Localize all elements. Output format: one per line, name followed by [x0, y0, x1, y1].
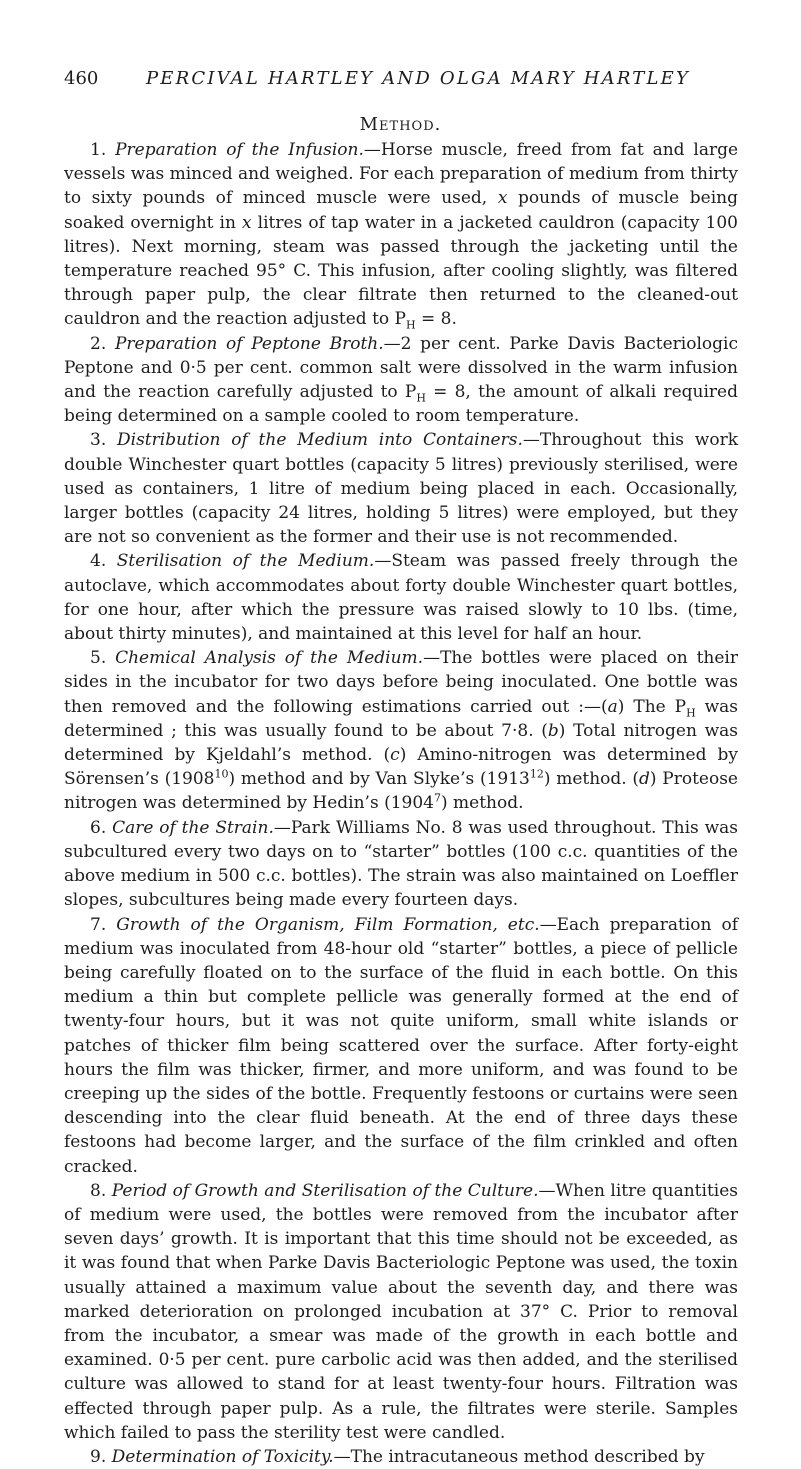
paragraph-text: —Park Williams No. 8 was used throughout. This was subcultured every two days on to “starter” bottles (100 c.c. quantities of the above medium in 500 c.c. bottles). The strain was also maintained on Loeffler slopes, subcultures being made every fourteen days. — [64, 817, 739, 911]
paragraph-title: Distribution of the Medium into Containers. — [117, 430, 523, 451]
paragraph-text: —Each preparation of medium was inoculated from 48-hour old “starter” bottles, a piece of pellicle being carefully floated on to the surface of the fluid in each bottle. On this medium a thin but complete pellicle was generally formed at the end of twenty-four hours, but it was not quite uniform, small white islands or patches of thicker film being scattered over the surface. After forty-eight hours the film was thicker, firmer, and more uniform, and was found to be creeping up the sides of the bottle. Frequently festoons or curtains were seen descending into the clear fluid beneath. At the end of three days these festoons had become larger, and the surface of the film crinkled and often cracked. — [64, 914, 738, 1177]
list-letter: d — [639, 769, 650, 790]
paragraph-text: litres of tap water in a jacketed cauldron (capacity 100 litres). Next morning, steam was passed through the jacketing until the temperature reached 95° C. This infusion, after cooling slightly, was filtered through paper pulp, the clear filtrate then returned to the cleaned-out cauldron and the reaction adjusted to P — [64, 212, 738, 330]
paragraph-number: 6. — [90, 817, 107, 838]
reference-superscript: 12 — [529, 767, 544, 781]
paragraph-text: = 8, the amount of alkali required being determined on a sample cooled to room temperature. — [64, 382, 738, 427]
paragraph-8 — [64, 1179, 738, 1445]
ph-subscript: H — [686, 706, 696, 720]
paragraph-6 — [64, 816, 738, 913]
paragraph-number: 5. — [90, 648, 107, 669]
paragraph-number: 3. — [90, 430, 107, 451]
paragraph-title: Determination of Toxicity. — [111, 1446, 334, 1467]
paragraph-text: was determined ; this was usually found to be about 7·8. ( — [64, 696, 738, 741]
paragraph-title: Preparation of the Infusion. — [115, 140, 364, 160]
paragraph-text: —The bottles were placed on their sides in the incubator for two days before being inoculated. One bottle was then removed and the following estimations carried out :—( — [64, 648, 738, 717]
paragraph-text: —2 per cent. Parke Davis Bacteriologic Peptone and 0·5 per cent. common salt were dissolved in the warm infusion and the reaction carefully adjusted to P — [64, 333, 738, 403]
paragraph-2 — [64, 332, 738, 429]
page-number: 460 — [64, 68, 99, 89]
paragraph-text: ) method and by Van Slyke’s (1913 — [228, 769, 530, 790]
paragraph-text: ) method. — [440, 793, 524, 814]
list-letter: a — [607, 696, 618, 717]
paragraph-text: ) Total nitrogen was determined by Kjeldahl’s method. ( — [64, 720, 738, 766]
paragraph-title: Chemical Analysis of the Medium. — [115, 648, 424, 669]
paragraph-number: 1. — [90, 140, 107, 160]
list-letter: b — [547, 720, 559, 741]
running-title: PERCIVAL HARTLEY AND OLGA MARY HARTLEY — [146, 68, 691, 89]
paragraph-text: —Steam was passed freely through the autoclave, which accommodates about forty double Winchester quart bottles, for one hour, after which the pressure was raised slowly to 10 lbs. (time, about thirty minutes), and maintained at this level for half an hour. — [64, 551, 738, 645]
variable-x: x — [497, 188, 508, 209]
paragraph-title: Growth of the Organism, Film Formation, etc. — [116, 914, 540, 935]
paragraph-text: —Horse muscle, freed from fat and large vessels was minced and weighed. For each preparation of medium from thirty to sixty pounds of minced muscle were used, — [64, 140, 739, 209]
paragraph-1 — [64, 138, 738, 332]
paragraph-text: ) method. ( — [543, 769, 640, 790]
paragraph-text: ) The P — [617, 696, 687, 717]
variable-x: x — [242, 212, 252, 233]
paragraph-text: —When litre quantities of medium were used, the bottles were removed from the incubator after seven days’ growth. It is important that this time should not be exceeded, as it was found that when Parke Davis Bacteriologic Peptone was used, the toxin usually attained a maximum value about the seventh day, and there was marked deterioration on prolonged incubation at 37° C. Prior to removal from the incubator, a smear was made of the growth in each bottle and examined. 0·5 per cent. pure carbolic acid was then added, and the sterilised culture was allowed to stand for at least twenty-four hours. Filtration was effected through paper pulp. As a rule, the filtrates were sterile. Samples which failed to pass the sterility test were candled. — [64, 1180, 738, 1443]
paragraph-title: Sterilisation of the Medium. — [116, 551, 375, 572]
paragraph-7 — [64, 913, 738, 1179]
paragraph-number: 9. — [90, 1446, 107, 1467]
paragraph-number: 4. — [90, 551, 107, 572]
paragraph-number: 7. — [90, 914, 107, 935]
body-text — [64, 138, 738, 1469]
paragraph-title: Preparation of Peptone Broth. — [114, 333, 384, 354]
paragraph-number: 8. — [90, 1180, 107, 1201]
paragraph-text: ) Amino-nitrogen was determined by Sörensen’s (1908 — [64, 745, 738, 790]
paragraph-text: —The intracutaneous method described by — [333, 1446, 705, 1467]
reference-superscript: 7 — [433, 791, 441, 805]
paragraph-4 — [64, 549, 738, 646]
paragraph-title: Care of the Strain. — [112, 817, 274, 838]
paragraph-3 — [64, 428, 738, 549]
paragraph-title: Period of Growth and Sterilisation of the Culture. — [111, 1180, 539, 1201]
paragraph-text: = 8. — [415, 309, 457, 330]
section-heading: Method. — [359, 114, 442, 135]
reference-superscript: 10 — [214, 767, 229, 781]
paragraph-number: 2. — [90, 333, 107, 354]
paragraph-text: ) Proteose nitrogen was determined by Hedin’s (1904 — [64, 769, 738, 814]
paragraph-9 — [64, 1445, 738, 1469]
paragraph-text: —Throughout this work double Winchester quart bottles (capacity 5 litres) previously sterilised, were used as containers, 1 litre of medium being placed in each. Occasionally, larger bottles (capacity 24 litres, holding 5 litres) were employed, but they are not so convenient as the former and their use is not recommended. — [64, 430, 738, 548]
paragraph-5 — [64, 646, 738, 815]
paragraph-text: pounds of muscle being soaked overnight in — [64, 188, 738, 233]
list-letter: c — [390, 745, 400, 766]
running-head — [0, 68, 801, 94]
ph-subscript: H — [416, 391, 426, 405]
ph-subscript: H — [406, 318, 416, 332]
